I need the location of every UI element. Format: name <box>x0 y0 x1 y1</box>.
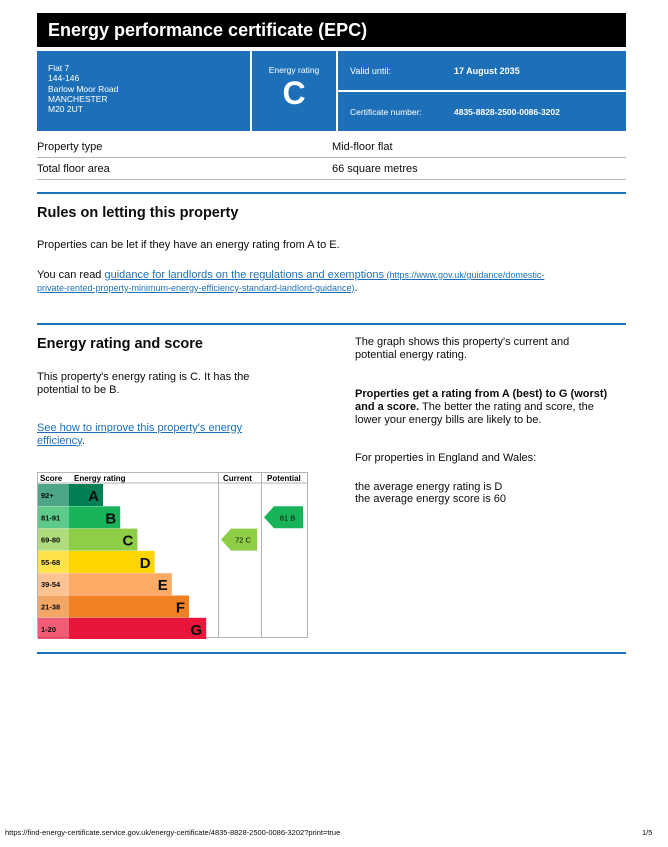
graph-description-line: The graph shows this property's current and <box>355 336 570 348</box>
band-score-label: 55-68 <box>41 557 61 567</box>
landlord-guidance-link[interactable] <box>104 269 544 281</box>
col-current-header: Current <box>223 474 252 483</box>
band-score-label: 81-91 <box>41 513 61 523</box>
page-number: 1/5 <box>642 828 653 837</box>
divider <box>37 157 626 158</box>
valid-until-box <box>338 51 626 90</box>
band-letter: F <box>175 599 185 617</box>
address-line: Flat 7 <box>48 63 70 73</box>
band-score-label: 39-54 <box>41 580 61 590</box>
graph-description-line: potential energy rating. <box>355 348 467 361</box>
page-title: Energy performance certificate (EPC) <box>37 13 626 47</box>
guidance-url-part-2: private-rented-property-minimum-energy-efficiency-standard-landlord-guidance) <box>37 282 355 293</box>
address-box <box>37 51 250 131</box>
energy-rating-letter: C <box>282 75 306 111</box>
improve-suffix: . <box>81 434 85 447</box>
section-rule <box>37 652 626 654</box>
band-letter: B <box>105 510 117 528</box>
epc-rating-graph <box>37 472 309 639</box>
band-bar-e <box>69 573 172 595</box>
guidance-url-part-1: (https://www.gov.uk/guidance/domestic- <box>383 270 545 280</box>
rating-explanation <box>355 388 607 426</box>
address-line: Barlow Moor Road <box>48 83 119 94</box>
band-letter: G <box>190 621 203 639</box>
section-rule <box>37 323 626 325</box>
valid-until-label: Valid until: <box>350 66 391 76</box>
band-score-label: 92+ <box>41 491 54 500</box>
graph-description <box>355 336 569 362</box>
guidance-paragraph <box>37 269 617 295</box>
floor-area-value: 66 square metres <box>332 163 418 175</box>
property-type-value: Mid-floor flat <box>332 141 393 153</box>
col-potential-header: Potential <box>267 474 301 483</box>
band-score-label: 21-38 <box>41 602 61 612</box>
col-score-header: Score <box>40 474 63 483</box>
improve-efficiency-link[interactable] <box>37 422 242 447</box>
property-type-label: Property type <box>37 141 103 153</box>
address-line: 144-146 <box>48 73 80 84</box>
energy-rating-label: Energy rating <box>268 65 320 75</box>
average-rating-text: the average energy rating is D <box>355 481 503 493</box>
band-bar-f <box>69 596 189 618</box>
energy-rating-box <box>252 51 336 131</box>
valid-until-value: 17 August 2035 <box>454 66 520 76</box>
address-line: MANCHESTER <box>48 93 108 104</box>
england-wales-text: For properties in England and Wales: <box>355 452 537 464</box>
footer-url: https://find-energy-certificate.service.gov.uk/energy-certificate/4835-8828-2500-0086-3202?print=true <box>5 828 341 837</box>
guidance-prefix: You can read <box>37 269 105 281</box>
band-letter: C <box>122 532 134 550</box>
current-rating-line: potential to be B. <box>37 383 120 396</box>
improve-link-line: efficiency <box>37 434 82 447</box>
landlord-guidance-url-link[interactable] <box>37 282 354 294</box>
average-score-text: the average energy score is 60 <box>355 493 507 505</box>
landlord-guidance-link-text: guidance for landlords on the regulations and exemptions <box>104 269 384 281</box>
certificate-number-label: Certificate number: <box>350 107 422 117</box>
rating-explanation-text: The better the rating and score, the <box>419 400 594 413</box>
band-letter: D <box>139 554 151 572</box>
band-bar-g <box>69 618 206 639</box>
floor-area-label: Total floor area <box>37 163 110 175</box>
potential-rating-label: 81 B <box>279 513 296 523</box>
rating-explanation-bold: Properties get a rating from A (best) to G (worst) <box>355 388 608 400</box>
certificate-number-box <box>338 92 626 131</box>
score-heading: Energy rating and score <box>37 336 203 352</box>
section-rule <box>37 192 626 194</box>
current-rating-label: 72 C <box>235 535 251 545</box>
letting-text: Properties can be let if they have an energy rating from A to E. <box>37 239 340 251</box>
col-rating-header: Energy rating <box>74 474 126 483</box>
guidance-suffix: . <box>354 281 358 294</box>
current-rating-text <box>37 371 249 397</box>
band-letter: A <box>88 488 99 505</box>
rating-explanation-bold: and a score. <box>355 400 420 413</box>
letting-heading: Rules on letting this property <box>37 205 239 221</box>
certificate-number-value: 4835-8828-2500-0086-3202 <box>454 107 560 117</box>
band-letter: E <box>157 577 168 595</box>
current-rating-line: This property's energy rating is C. It has the <box>37 371 250 383</box>
address-line: M20 2UT <box>48 104 83 115</box>
band-score-label: 69-80 <box>41 535 61 545</box>
band-score-label: 1-20 <box>41 624 57 634</box>
improve-link-line: See how to improve this property's energy <box>37 422 243 434</box>
divider <box>37 179 626 180</box>
improve-paragraph <box>37 422 242 448</box>
rating-explanation-text: lower your energy bills are likely to be. <box>355 413 542 426</box>
